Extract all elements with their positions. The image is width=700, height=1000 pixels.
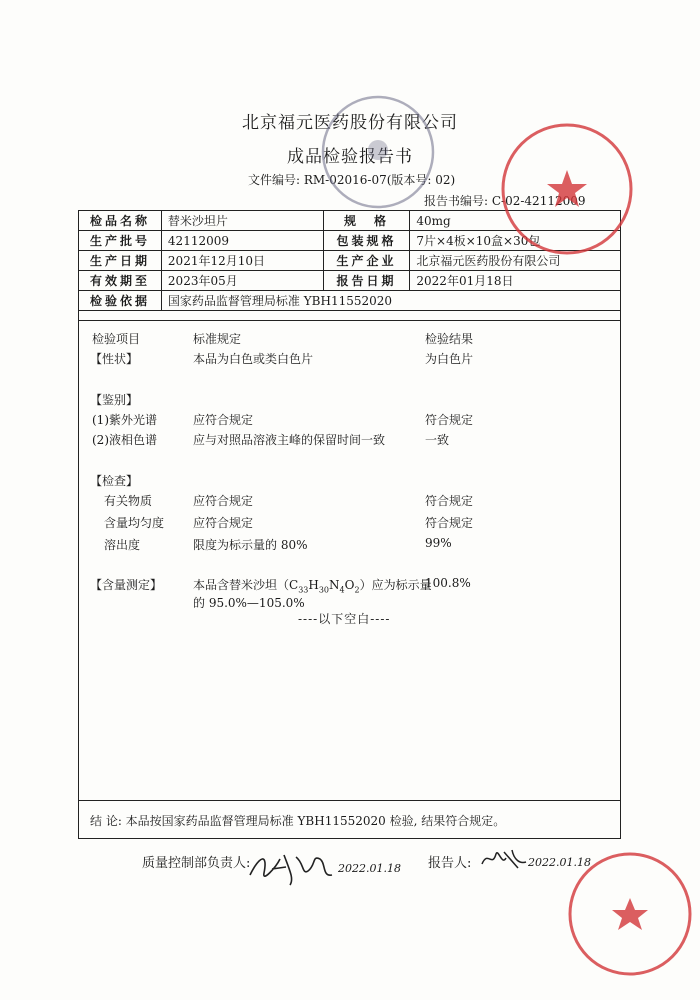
formula-subscript: 2 bbox=[354, 585, 360, 595]
table-row bbox=[79, 271, 621, 291]
hplc-result: 一致 bbox=[425, 433, 450, 447]
col-item-header: 检验项目 bbox=[92, 332, 141, 346]
report-date-value: 2022年01月18日 bbox=[410, 271, 621, 291]
related-substances-standard: 应符合规定 bbox=[193, 494, 254, 508]
reporter-signature bbox=[478, 844, 528, 878]
table-row bbox=[79, 291, 621, 311]
appearance-result: 为白色片 bbox=[425, 352, 474, 366]
formula-subscript: 30 bbox=[318, 585, 330, 595]
dissolution-standard: 限度为标示量的 80% bbox=[193, 538, 308, 552]
formula-subscript: 4 bbox=[339, 585, 345, 595]
assay-standard-text: ）应为标示量 bbox=[359, 578, 432, 592]
reporter-sign-date: 2022.01.18 bbox=[528, 856, 591, 869]
company-name: 北京福元医药股份有限公司 bbox=[242, 113, 458, 133]
qc-sign-date: 2022.01.18 bbox=[338, 862, 401, 875]
qc-signature bbox=[246, 845, 336, 894]
pack-value: 7片×4板×10盒×30包 bbox=[410, 231, 621, 251]
report-date-label: 报告日期 bbox=[323, 271, 410, 291]
results-divider bbox=[78, 320, 621, 321]
uv-standard: 应符合规定 bbox=[193, 413, 254, 427]
uniformity-standard: 应符合规定 bbox=[193, 516, 254, 530]
manufacturer-label: 生产企业 bbox=[323, 251, 410, 271]
document-title: 成品检验报告书 bbox=[287, 147, 413, 167]
blank-note: ----以下空白---- bbox=[298, 612, 391, 626]
assay-standard-text: 本品含替米沙坦（C bbox=[193, 578, 299, 592]
conclusion-divider bbox=[78, 800, 621, 801]
hplc-item: (2)液相色谱 bbox=[92, 433, 157, 447]
manufacturer-value: 北京福元医药股份有限公司 bbox=[410, 251, 621, 271]
appearance-heading: 【性状】 bbox=[90, 352, 139, 366]
batch-value: 42112009 bbox=[161, 231, 323, 251]
assay-heading: 【含量测定】 bbox=[90, 578, 163, 592]
formula-element: N bbox=[329, 578, 340, 592]
conclusion: 结 论: 本品按国家药品监督管理局标准 YBH11552020 检验, 结果符合规定。 bbox=[90, 814, 506, 828]
identification-heading: 【鉴别】 bbox=[90, 393, 139, 407]
col-result-header: 检验结果 bbox=[425, 332, 474, 346]
assay-range: 的 95.0%—105.0% bbox=[193, 596, 305, 610]
production-date-value: 2021年12月10日 bbox=[161, 251, 323, 271]
file-number: 文件编号: RM-02016-07(版本号: 02) bbox=[248, 173, 456, 187]
spec-label: 规 格 bbox=[323, 211, 410, 231]
assay-result: 100.8% bbox=[425, 576, 471, 590]
dissolution-result: 99% bbox=[425, 536, 452, 550]
batch-label: 生产批号 bbox=[79, 231, 162, 251]
appearance-standard: 本品为白色或类白色片 bbox=[193, 352, 314, 366]
expiry-label: 有效期至 bbox=[79, 271, 162, 291]
production-date-label: 生产日期 bbox=[79, 251, 162, 271]
quality-seal-stamp bbox=[566, 850, 694, 978]
spec-value: 40mg bbox=[410, 211, 621, 231]
qc-manager-label: 质量控制部负责人: bbox=[142, 856, 251, 871]
related-substances-item: 有关物质 bbox=[104, 494, 153, 508]
uniformity-item: 含量均匀度 bbox=[104, 516, 165, 530]
formula-subscript: 33 bbox=[298, 585, 309, 595]
formula-element: O bbox=[344, 578, 355, 592]
hplc-standard: 应与对照品溶液主峰的保留时间一致 bbox=[193, 433, 386, 447]
basis-label: 检验依据 bbox=[79, 291, 162, 311]
pack-label: 包装规格 bbox=[323, 231, 410, 251]
company-seal-stamp bbox=[498, 120, 636, 258]
col-standard-header: 标准规定 bbox=[193, 332, 242, 346]
formula-element: H bbox=[308, 578, 319, 592]
inspection-seal-stamp bbox=[318, 92, 438, 212]
expiry-value: 2023年05月 bbox=[161, 271, 323, 291]
tests-heading: 【检查】 bbox=[90, 474, 139, 488]
product-name-value: 替米沙坦片 bbox=[161, 211, 323, 231]
uniformity-result: 符合规定 bbox=[425, 516, 474, 530]
product-name-label: 检品名称 bbox=[79, 211, 162, 231]
report-number: 报告书编号: C-02-42112009 bbox=[424, 194, 586, 208]
dissolution-item: 溶出度 bbox=[104, 538, 141, 552]
reporter-label: 报告人: bbox=[428, 856, 472, 871]
related-substances-result: 符合规定 bbox=[425, 494, 474, 508]
uv-result: 符合规定 bbox=[425, 413, 474, 427]
basis-value: 国家药品监督管理局标准 YBH11552020 bbox=[161, 291, 620, 311]
assay-standard bbox=[193, 576, 432, 594]
uv-item: (1)紫外光谱 bbox=[92, 413, 157, 427]
